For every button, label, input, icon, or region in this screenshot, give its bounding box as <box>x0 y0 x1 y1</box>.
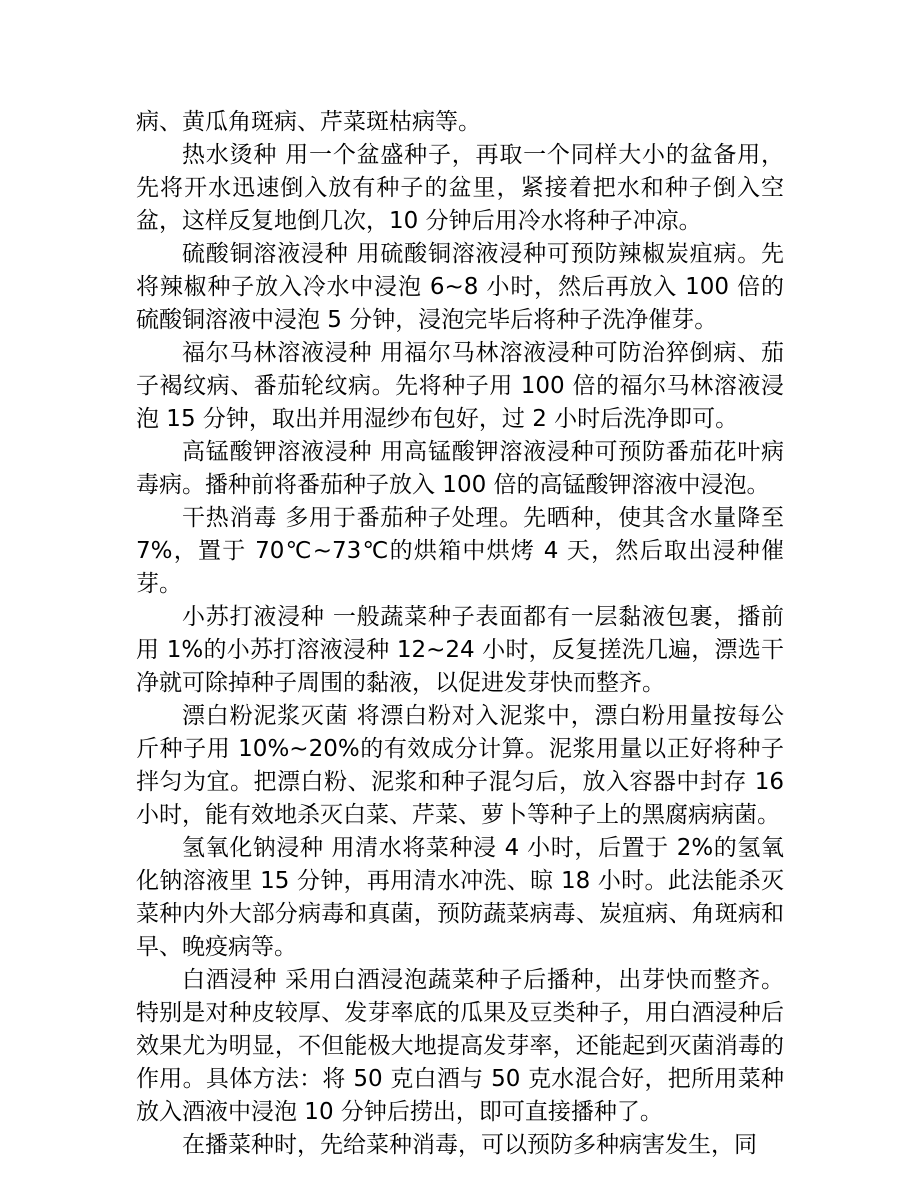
paragraph-formalin-soaking: 福尔马林溶液浸种 用福尔马林溶液浸种可防治猝倒病、茄子褐纹病、番茄轮纹病。先将种子用 100 倍的福尔马林溶液浸泡 15 分钟，取出并用湿纱布包好，过 2 小时后洗净即可。 <box>136 340 784 432</box>
paragraph-sodium-hydroxide-soaking: 氢氧化钠浸种 用清水将菜种浸 4 小时，后置于 2%的氢氧化钠溶液里 15 分钟，再用清水冲洗、晾 18 小时。此法能杀灭菜种内外大部分病毒和真菌，预防蔬菜病毒、炭疽病、角斑病和早、晚疫病等。 <box>136 835 784 960</box>
paragraph-copper-sulfate-soaking: 硫酸铜溶液浸种 用硫酸铜溶液浸种可预防辣椒炭疽病。先将辣椒种子放入冷水中浸泡 6~8 小时，然后再放入 100 倍的硫酸铜溶液中浸泡 5 分钟，浸泡完毕后将种子洗净催芽。 <box>136 241 784 333</box>
paragraph-bleach-mud-sterilization: 漂白粉泥浆灭菌 将漂白粉对入泥浆中，漂白粉用量按每公斤种子用 10%~20%的有效成分计算。泥浆用量以正好将种子拌匀为宜。把漂白粉、泥浆和种子混匀后，放入容器中封存 16 小时，能有效地杀灭白菜、芹菜、萝卜等种子上的黑腐病病菌。 <box>136 703 784 828</box>
paragraph-continuation: 病、黄瓜角斑病、芹菜斑枯病等。 <box>136 109 481 135</box>
paragraph-closing: 在播菜种时，先给菜种消毒，可以预防多种病害发生，同 <box>182 1132 757 1158</box>
paragraph-liquor-soaking: 白酒浸种 采用白酒浸泡蔬菜种子后播种，出芽快而整齐。特别是对种皮较厚、发芽率底的瓜果及豆类种子，用白酒浸种后效果尤为明显，不但能极大地提高发芽率，还能起到灭菌消毒的作用。具体方法：将 50 克白酒与 50 克水混合好，把所用菜种放入酒液中浸泡 10 分钟后捞出，即可直接播种了。 <box>136 967 784 1125</box>
paragraph-baking-soda-soaking: 小苏打液浸种 一般蔬菜种子表面都有一层黏液包裹，播前用 1%的小苏打溶液浸种 12~24 小时，反复搓洗几遍，漂选干净就可除掉种子周围的黏液，以促进发芽快而整齐。 <box>136 604 784 696</box>
paragraph-hot-water-soaking: 热水烫种 用一个盆盛种子，再取一个同样大小的盆备用，先将开水迅速倒入放有种子的盆里，紧接着把水和种子倒入空盆，这样反复地倒几次，10 分钟后用冷水将种子冲凉。 <box>136 142 784 234</box>
document-body <box>136 106 784 1162</box>
paragraph-permanganate-soaking: 高锰酸钾溶液浸种 用高锰酸钾溶液浸种可预防番茄花叶病毒病。播种前将番茄种子放入 100 倍的高锰酸钾溶液中浸泡。 <box>136 439 784 498</box>
paragraph-dry-heat-disinfection: 干热消毒 多用于番茄种子处理。先晒种，使其含水量降至7%，置于 70℃~73℃的烘箱中烘烤 4 天，然后取出浸种催芽。 <box>136 505 784 597</box>
